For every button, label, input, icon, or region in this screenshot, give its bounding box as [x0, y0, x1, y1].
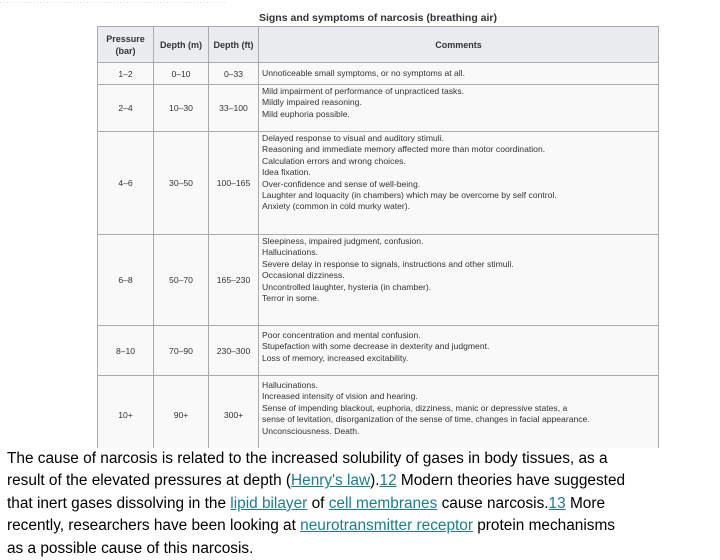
body-paragraph: [7, 448, 720, 557]
paragraph-line: [7, 448, 720, 470]
comments-cell: [259, 132, 659, 235]
comment-line: Delayed response to visual and auditory stimuli.: [262, 133, 444, 143]
header-row: [98, 27, 659, 63]
comment-line: Reasoning and immediate memory affected more than motor coordination.: [262, 144, 546, 155]
table-row: [98, 85, 659, 132]
table-row: [98, 376, 659, 454]
citation-13-link[interactable]: 13: [548, 494, 566, 512]
comment-line: Occasional dizziness.: [262, 270, 345, 281]
comment-line: Uncontrolled laughter, hysteria (in chamber).: [262, 281, 432, 292]
depth-m-cell: 10–30: [154, 85, 209, 132]
table-caption: Signs and symptoms of narcosis (breathing air): [258, 12, 498, 24]
paragraph-line: [7, 493, 720, 515]
paragraph-text: protein mechanisms: [472, 517, 615, 535]
comment-line: Calculation errors and wrong choices.: [262, 155, 406, 166]
comment-line: Loss of memory, increased excitability.: [262, 352, 409, 363]
comment-line: Sleepiness, impaired judgment, confusion.: [262, 236, 424, 246]
comment-line: sense of levitation, disorganization of the sense of time, changes in facial appearance.: [262, 414, 590, 425]
paragraph-text: that inert gases dissolving in the: [7, 494, 231, 512]
depth-m-cell: 70–90: [154, 326, 209, 376]
pressure-cell: 4–6: [98, 132, 154, 235]
paragraph-text: as a possible cause of this narcosis.: [7, 539, 254, 557]
header-depth-ft: Depth (ft): [209, 27, 259, 63]
pressure-cell: 1–2: [98, 63, 154, 85]
comments-cell: [259, 326, 659, 376]
depth-ft-cell: 100–165: [209, 132, 259, 235]
paragraph-text: of: [307, 494, 329, 512]
depth-m-cell: 30–50: [154, 132, 209, 235]
comment-line: Unconsciousness. Death.: [262, 425, 360, 436]
table-row: [98, 63, 659, 85]
citation-12-link[interactable]: 12: [379, 472, 397, 490]
comment-line: Over-confidence and sense of well-being.: [262, 178, 421, 189]
comment-line: Stupefaction with some decrease in dexterity and judgment.: [262, 341, 490, 352]
paragraph-line: [7, 515, 720, 537]
comment-line: Idea fixation.: [262, 167, 311, 178]
comment-line: Terror in some.: [262, 293, 320, 304]
paragraph-text: The cause of narcosis is related to the increased solubility of gases in body tissues, as a: [7, 450, 608, 467]
paragraph-text: Modern theories have suggested: [396, 472, 626, 490]
comment-line: Anxiety (common in cold murky water).: [262, 201, 411, 212]
comment-line: Hallucinations.: [262, 380, 318, 390]
depth-ft-cell: 33–100: [209, 85, 259, 132]
lipid-bilayer-link[interactable]: lipid bilayer: [230, 494, 308, 512]
paragraph-text: recently, researchers have been looking at: [7, 517, 301, 535]
cell-membranes-link[interactable]: cell membranes: [328, 494, 438, 512]
depth-ft-cell: 230–300: [209, 326, 259, 376]
paragraph-text: ).: [370, 472, 380, 490]
pressure-cell: 2–4: [98, 85, 154, 132]
comment-line: Hallucinations.: [262, 247, 318, 258]
paragraph-line: [7, 538, 720, 560]
neurotransmitter-receptor-link[interactable]: neurotransmitter receptor: [300, 517, 473, 535]
paragraph-line: [7, 470, 720, 492]
cropped-text-line: . . . . . . . . . . . . . . . . . . . . . . . . . . . . . . . . . . . . . . . . . . . . . . . . . . . . . . . . . . . . . . . . . . . .: [0, 0, 226, 5]
comment-line: Mild impairment of performance of unpracticed tasks.: [262, 86, 465, 96]
depth-ft-cell: 0–33: [209, 63, 259, 85]
depth-ft-cell: 300+: [209, 376, 259, 454]
comments-cell: [259, 376, 659, 454]
depth-ft-cell: 165–230: [209, 235, 259, 326]
table-row: [98, 235, 659, 326]
comment-line: Laughter and loquacity (in chambers) which may be overcome by self control.: [262, 190, 557, 201]
paragraph-text: cause narcosis.: [437, 494, 549, 512]
table-row: [98, 132, 659, 235]
comment-line: Increased intensity of vision and hearing.: [262, 391, 418, 402]
paragraph-text: More: [565, 494, 606, 512]
comments-cell: [259, 85, 659, 132]
comment-line: Unnoticeable small symptoms, or no symptoms at all.: [262, 67, 465, 78]
comment-line: Mildly impaired reasoning.: [262, 97, 362, 108]
pressure-cell: 6–8: [98, 235, 154, 326]
table-row: [98, 326, 659, 376]
comment-line: Mild euphoria possible.: [262, 108, 350, 119]
henrys-law-link[interactable]: Henry's law: [291, 472, 371, 490]
comment-line: Poor concentration and mental confusion.: [262, 330, 421, 340]
depth-m-cell: 90+: [154, 376, 209, 454]
narcosis-table: [97, 26, 659, 454]
header-depth-m: Depth (m): [154, 27, 209, 63]
comment-line: Severe delay in response to signals, instructions and other stimuli.: [262, 258, 514, 269]
header-comments: Comments: [259, 27, 659, 63]
paragraph-text: result of the elevated pressures at depth (: [7, 472, 292, 490]
pressure-cell: 8–10: [98, 326, 154, 376]
header-pressure: Pressure (bar): [98, 27, 154, 63]
depth-m-cell: 0–10: [154, 63, 209, 85]
comment-line: Sense of impending blackout, euphoria, dizziness, manic or depressive states, a: [262, 402, 568, 413]
depth-m-cell: 50–70: [154, 235, 209, 326]
comments-cell: [259, 63, 659, 85]
pressure-cell: 10+: [98, 376, 154, 454]
comments-cell: [259, 235, 659, 326]
